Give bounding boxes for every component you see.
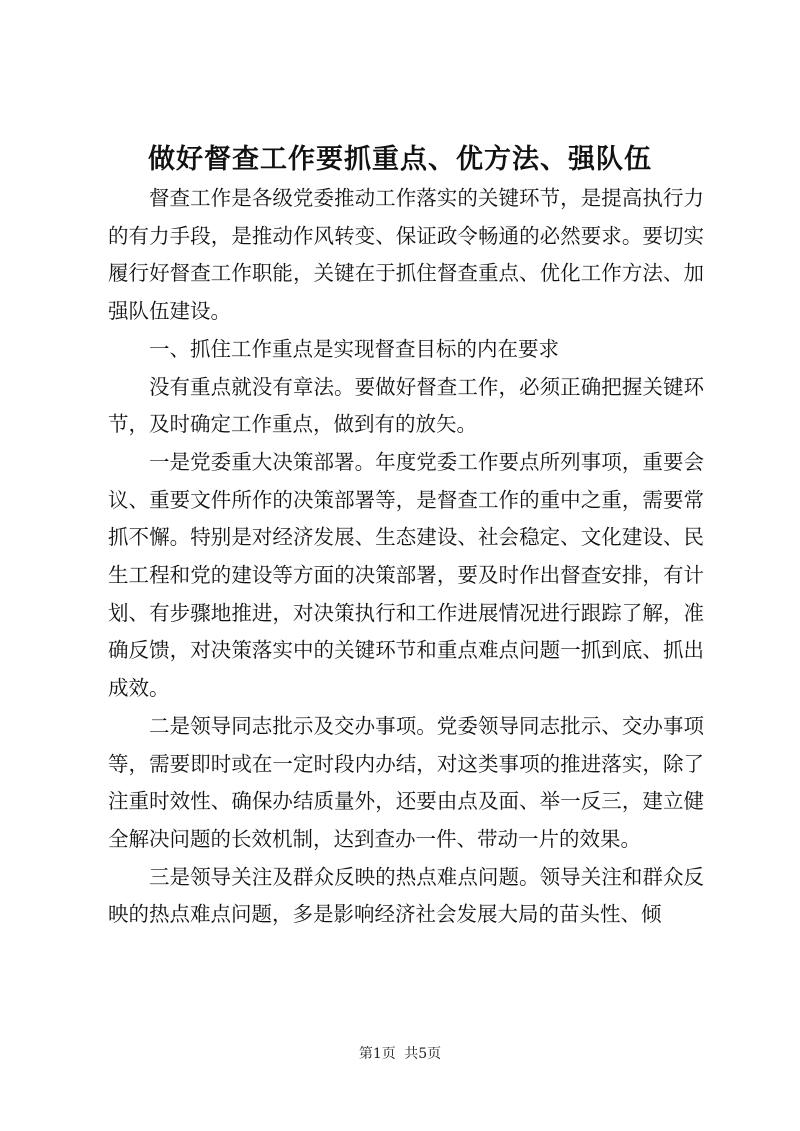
section-heading: 一、抓住工作重点是实现督查目标的内在要求 xyxy=(149,336,559,361)
page-total: 共5页 xyxy=(404,1046,442,1062)
body-paragraph: 没有重点就没有章法。要做好督查工作，必须正确把握关键环节，及时确定工作重点，做到有的放矢。 xyxy=(108,374,704,437)
document-body xyxy=(108,180,704,934)
document-title: 做好督查工作要抓重点、优方法、强队伍 xyxy=(148,144,652,175)
body-paragraph: 三是领导关注及群众反映的热点难点问题。领导关注和群众反映的热点难点问题，多是影响经济社会发展大局的苗头性、倾 xyxy=(108,864,704,927)
body-paragraph: 一是党委重大决策部署。年度党委工作要点所列事项，重要会议、重要文件所作的决策部署等，是督查工作的重中之重，需要常抓不懈。特别是对经济发展、生态建设、社会稳定、文化建设、民生工程和党的建设等方面的决策部署，要及时作出督查安排，有计划、有步骤地推进，对决策执行和工作进展情况进行跟踪了解，准确反馈，对决策落实中的关键环节和重点难点问题一抓到底、抓出成效。 xyxy=(108,449,704,701)
body-paragraph: 二是领导同志批示及交办事项。党委领导同志批示、交办事项等，需要即时或在一定时段内办结，对这类事项的推进落实，除了注重时效性、确保办结质量外，还要由点及面、举一反三，建立健全解决问题的长效机制，达到查办一件、带动一片的效果。 xyxy=(108,713,704,851)
page-footer xyxy=(0,1044,800,1064)
page-number: 第1页 xyxy=(358,1046,396,1062)
intro-paragraph: 督查工作是各级党委推动工作落实的关键环节，是提高执行力的有力手段，是推动作风转变、保证政令畅通的必然要求。要切实履行好督查工作职能，关键在于抓住督查重点、优化工作方法、加强队伍建设。 xyxy=(108,186,704,324)
